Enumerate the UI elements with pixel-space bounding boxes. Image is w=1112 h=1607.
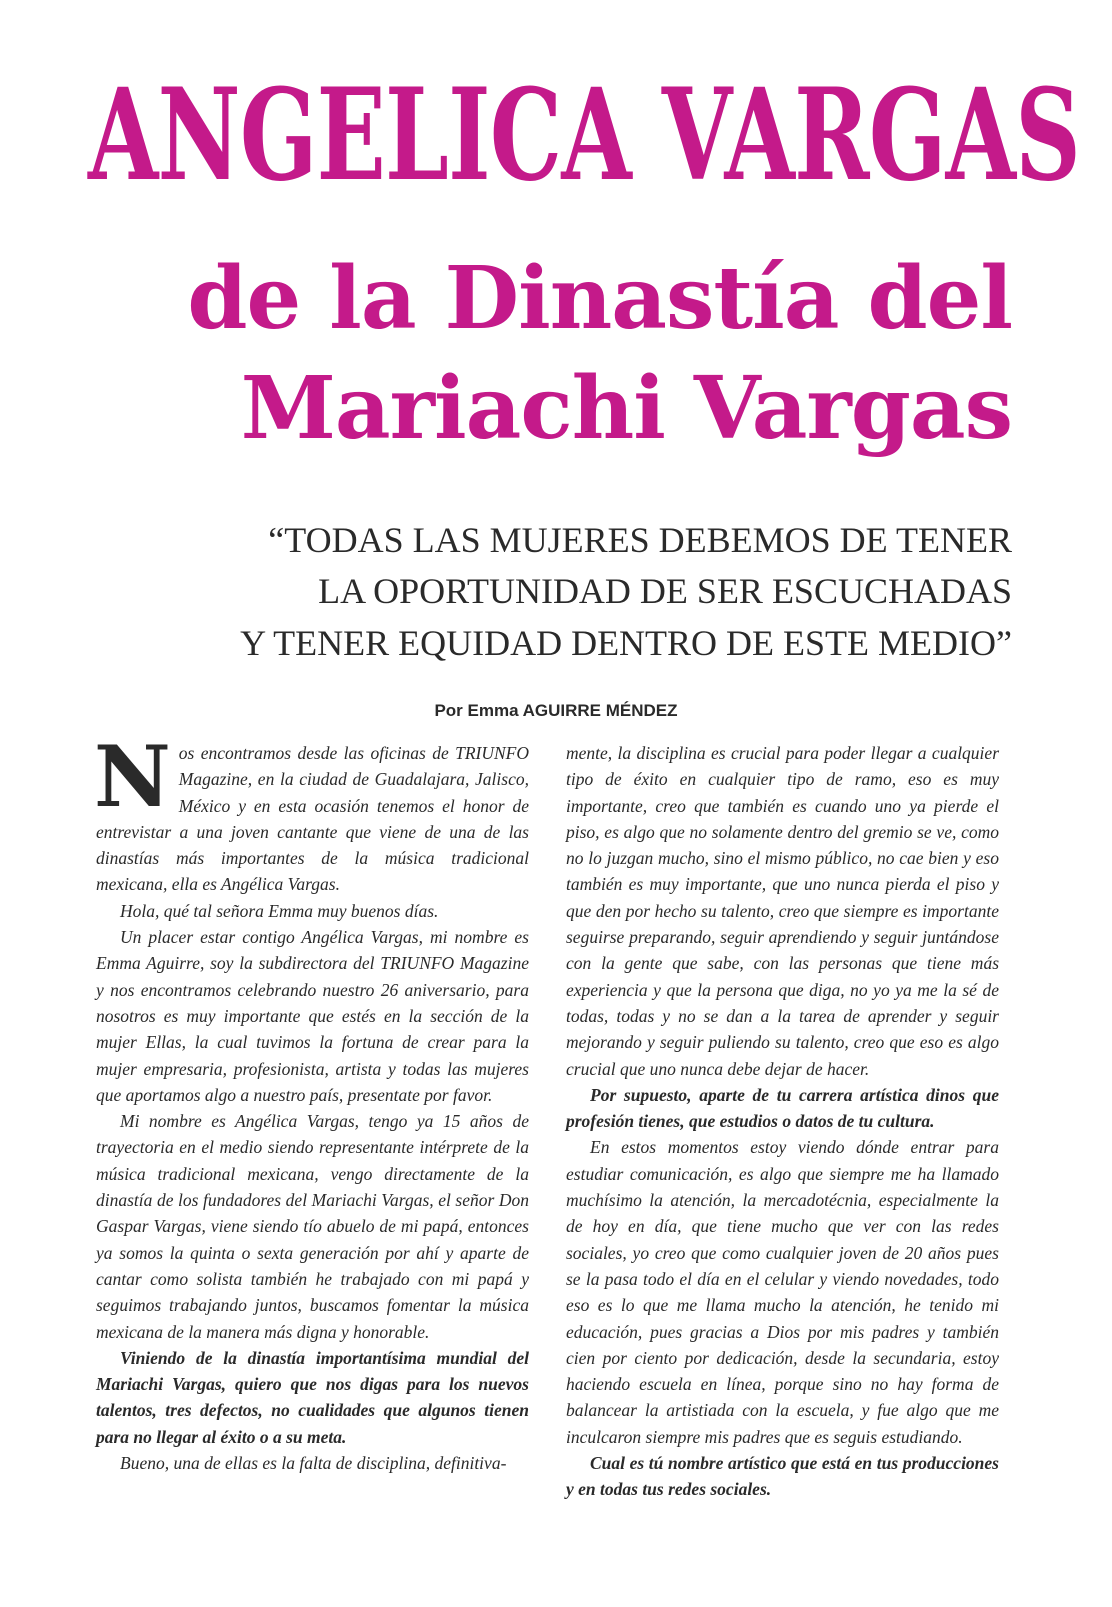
interview-question: Por supuesto, aparte de tu carrera artística dinos que profesión tienes, que estudios o datos de tu cultura. (566, 1084, 999, 1132)
interview-question: Cual es tú nombre artístico que está en tus producciones y en todas tus redes sociales. (566, 1453, 999, 1500)
paragraph: Bueno, una de ellas es la falta de disciplina, definitiva- (120, 1453, 507, 1474)
byline: Por Emma AGUIRRE MÉNDEZ (434, 701, 678, 720)
drop-cap: N (94, 727, 171, 826)
paragraph: mente, la disciplina es crucial para poder llegar a cualquier tipo de éxito en cualquier tipo de ramo, eso es muy importante, creo que también es cuando uno ya pierde el piso, es algo que no solamente dentro del gremio se ve, como no lo juzgan mucho, sino el mismo público, no cae bien y eso también es muy importante, que uno nunca pierda el piso y que den por hecho su talento, creo que siempre es importante seguirse preparando, seguir aprendiendo y seguir juntándose con la gente que sabe, con las personas que tiene más experiencia y que la persona que diga, no yo ya me la sé de todas, todas y no se dan a la tarea de aprender y seguir mejorando y seguir puliendo su talento, creo que eso es algo crucial que uno nunca debe dejar de hacer. (566, 743, 999, 1079)
pull-quote-line: “TODAS LAS MUJERES DEBEMOS DE TENER (268, 520, 1012, 560)
article-title: ANGELICA VARGAS (88, 61, 1081, 209)
article-subtitle-line-1: de la Dinastía del (187, 248, 1012, 349)
pull-quote-line: Y TENER EQUIDAD DENTRO DE ESTE MEDIO” (240, 622, 1012, 663)
paragraph: Hola, qué tal señora Emma muy buenos días. (120, 900, 439, 921)
text-column-right (566, 740, 999, 1503)
pull-quote (212, 515, 1012, 669)
paragraph-text: os encontramos desde las oficinas de TRIUNFO Magazine, en la ciudad de Guadalajara, Jalisco, México y en esta ocasión tenemos el honor de entrevistar a una joven cantante que viene de una de las dinastías más importantes de la música tradicional mexicana, ella es Angélica Vargas. (96, 743, 529, 895)
article-subtitle-line-2: Mariachi Vargas (240, 358, 1012, 459)
interview-question: Viniendo de la dinastía importantísima mundial del Mariachi Vargas, quiero que nos digas para los nuevos talentos, tres defectos, no cualidades que algunos tienen para no llegar al éxito o a su meta. (96, 1347, 529, 1447)
text-column-left (94, 727, 529, 1476)
paragraph: En estos momentos estoy viendo dónde entrar para estudiar comunicación, es algo que siempre me ha llamado muchísimo la atención, la mercadotécnia, especialmente la de hoy en día, que tiene mucho que ver con las redes sociales, yo creo que como cualquier joven de 20 años pues se la pasa todo el día en el celular y viendo novedades, todo eso es lo que me llama mucho la atención, he tenido mi educación, pues gracias a Dios por mis padres y también cien por ciento por dedicación, desde la secundaria, estoy haciendo escuela en línea, porque sino no hay forma de balancear la artistiada con la escuela, y fue algo que me inculcaron siempre mis padres que es seguis estudiando. (566, 1137, 999, 1447)
paragraph (94, 727, 529, 898)
pull-quote-line: LA OPORTUNIDAD DE SER ESCUCHADAS (318, 571, 1012, 612)
paragraph: Mi nombre es Angélica Vargas, tengo ya 15 años de trayectoria en el medio siendo representante intérprete de la música tradicional mexicana, vengo directamente de la dinastía de los fundadores del Mariachi Vargas, el señor Don Gaspar Vargas, viene siendo tío abuelo de mi papá, entonces ya somos la quinta o sexta generación por ahí y aparte de cantar como solista también he trabajado con mi papá y seguimos trabajando juntos, buscamos fomentar la música mexicana de la manera más digna y honorable. (96, 1111, 529, 1342)
paragraph: Un placer estar contigo Angélica Vargas, mi nombre es Emma Aguirre, soy la subdirectora del TRIUNFO Magazine y nos encontramos celebrando nuestro 26 aniversario, para nosotros es muy importante que estés en la sección de la mujer Ellas, la cual tuvimos la fortuna de crear para la mujer empresaria, profesionista, artista y todas las mujeres que aportamos algo a nuestro país, presentate por favor. (96, 927, 529, 1105)
